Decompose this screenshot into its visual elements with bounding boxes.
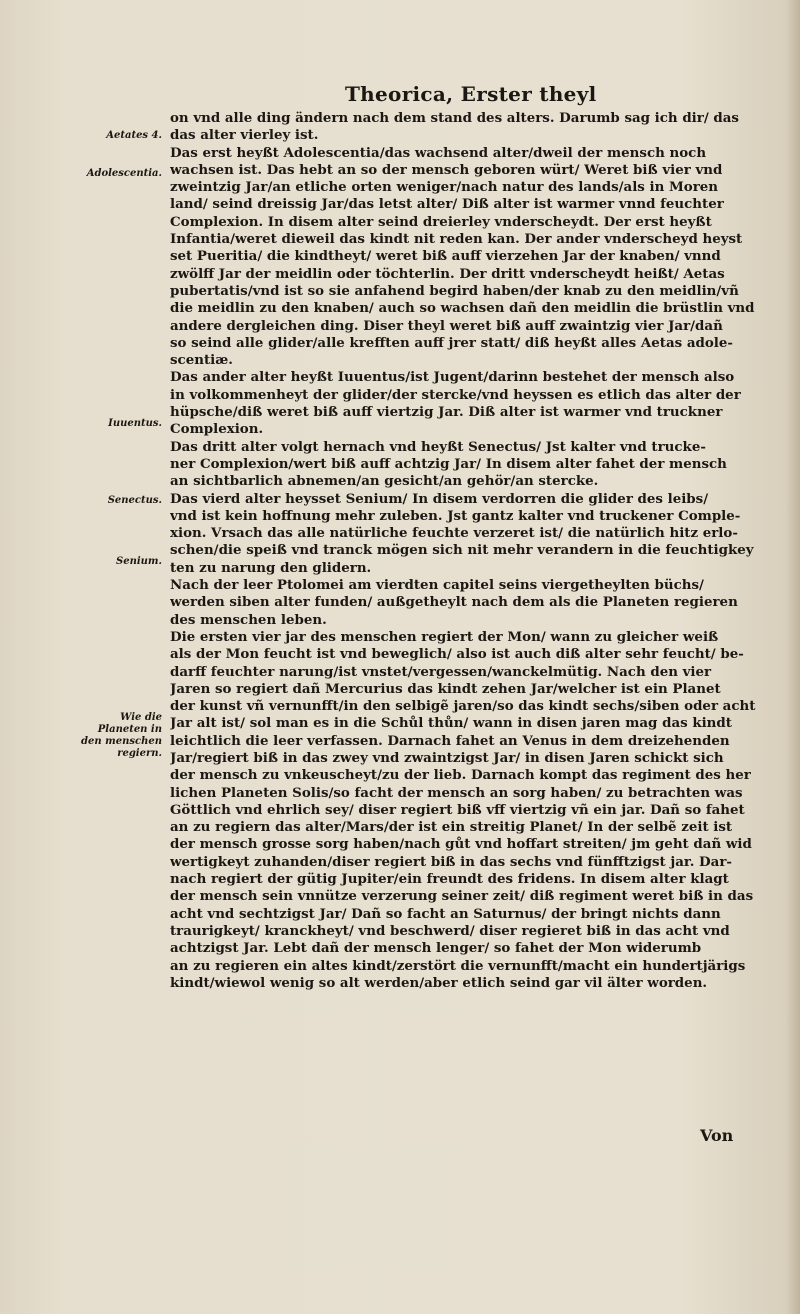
text-line: der mensch zu vnkeuscheyt/zu der lieb. Darnach kompt das regiment des her bbox=[170, 767, 751, 784]
catchword: Von bbox=[700, 1126, 734, 1145]
text-line: Das dritt alter volgt hernach vnd heyßt Senectus/ Jst kalter vnd trucke- bbox=[170, 438, 706, 455]
text-line: werden siben alter funden/ außgetheylt nach dem als die Planeten regieren bbox=[170, 594, 738, 611]
text-line: der mensch sein vnnütze verzerung seiner zeit/ diß regiment weret biß in das bbox=[170, 888, 754, 905]
text-line: Die ersten vier jar des menschen regiert der Mon/ wann zu gleicher weiß bbox=[170, 628, 719, 645]
text-line: Das vierd alter heysset Senium/ In disem verdorren die glider des leibs/ bbox=[170, 490, 709, 507]
text-line: das alter vierley ist. bbox=[170, 127, 319, 144]
text-line: achtzigst Jar. Lebt dañ der mensch lenger/ so fahet der Mon widerumb bbox=[170, 940, 702, 957]
text-line: lichen Planeten Solis/so facht der mensch an sorg haben/ zu betrachten was bbox=[170, 784, 743, 801]
text-line: zweintzig Jar/an etliche orten weniger/nach natur des lands/als in Moren bbox=[170, 179, 719, 196]
text-line: leichtlich die leer verfassen. Darnach fahet an Venus in dem dreizehenden bbox=[170, 732, 730, 749]
text-line: Complexion. In disem alter seind dreierley vnderscheydt. Der erst heyßt bbox=[170, 213, 712, 230]
body-text bbox=[170, 110, 770, 992]
text-line: set Pueritia/ die kindtheyt/ weret biß auff vierzehen Jar der knaben/ vnnd bbox=[170, 248, 721, 265]
text-line: acht vnd sechtzigst Jar/ Dañ so facht an Saturnus/ der bringt nichts dann bbox=[170, 905, 721, 922]
text-line: Complexion. bbox=[170, 421, 264, 438]
text-line: traurigkeyt/ kranckheyt/ vnd beschwerd/ diser regieret biß in das acht vnd bbox=[170, 922, 730, 939]
text-line: Jaren so regiert dañ Mercurius das kindt zehen Jar/welcher ist ein Planet bbox=[170, 680, 721, 697]
margin-note: Senium. bbox=[116, 556, 162, 567]
text-line: der mensch grosse sorg haben/nach gůt vnd hoffart streiten/ jm geht dañ wid bbox=[170, 836, 752, 853]
text-line: Jar/regiert biß in das zwey vnd zwaintzigst Jar/ in disen Jaren schickt sich bbox=[170, 749, 724, 766]
text-line: xion. Vrsach das alle natürliche feuchte verzeret ist/ die natürlich hitz erlo- bbox=[170, 525, 738, 542]
text-line: an zu regiern das alter/Mars/der ist ein streitig Planet/ In der selbẽ zeit ist bbox=[170, 819, 733, 836]
text-line: ner Complexion/wert biß auff achtzig Jar/ In disem alter fahet der mensch bbox=[170, 455, 727, 472]
text-line: des menschen leben. bbox=[170, 611, 327, 628]
text-line: wertigkeyt zuhanden/diser regiert biß in das sechs vnd fünfftzigst jar. Dar- bbox=[170, 853, 732, 870]
text-line: pubertatis/vnd ist so sie anfahend begird haben/der knab zu den meidlin/vñ bbox=[170, 282, 739, 299]
text-line: wachsen ist. Das hebt an so der mensch geboren würt/ Weret biß vier vnd bbox=[170, 161, 723, 178]
page-edge-shadow bbox=[786, 0, 800, 1314]
text-line: scentiæ. bbox=[170, 352, 233, 369]
text-line: Das ander alter heyßt Iuuentus/ist Jugent/darinn bestehet der mensch also bbox=[170, 369, 735, 386]
text-line: nach regiert der gütig Jupiter/ein freundt des fridens. In disem alter klagt bbox=[170, 871, 729, 888]
text-line: vnd ist kein hoffnung mehr zuleben. Jst gantz kalter vnd truckener Comple- bbox=[170, 507, 741, 524]
text-line: so seind alle glider/alle krefften auff jrer statt/ diß heyßt alles Aetas adole- bbox=[170, 334, 733, 351]
text-line: zwölff Jar der meidlin oder töchterlin. Der dritt vnderscheydt heißt/ Aetas bbox=[170, 265, 725, 282]
text-line: Göttlich vnd ehrlich sey/ diser regiert biß vff viertzig vñ ein jar. Dañ so fahet bbox=[170, 801, 745, 818]
text-line: Infantia/weret dieweil das kindt nit reden kan. Der ander vnderscheyd heyst bbox=[170, 231, 743, 248]
text-line: der kunst vñ vernunfft/in den selbigẽ jaren/so das kindt sechs/siben oder acht bbox=[170, 698, 756, 715]
margin-note: Aetates 4. bbox=[106, 130, 162, 141]
margin-note: Adolescentia. bbox=[86, 168, 162, 179]
text-line: hüpsche/diß weret biß auff viertzig Jar. Diß alter ist warmer vnd truckner bbox=[170, 404, 723, 421]
text-line: schen/die speiß vnd tranck mögen sich nit mehr verandern in die feuchtigkey bbox=[170, 542, 754, 559]
text-line: Das erst heyßt Adolescentia/das wachsend alter/dweil der mensch noch bbox=[170, 144, 707, 161]
text-line: andere dergleichen ding. Diser theyl weret biß auff zwaintzig vier Jar/dañ bbox=[170, 317, 723, 334]
margin-note: Wie die Planeten in den menschen regiern. bbox=[81, 712, 162, 759]
text-line: an sichtbarlich abnemen/an gesicht/an gehör/an stercke. bbox=[170, 473, 599, 490]
margin-note: Senectus. bbox=[107, 495, 162, 506]
margin-note: Iuuentus. bbox=[108, 418, 162, 429]
text-line: kindt/wiewol wenig so alt werden/aber etlich seind gar vil älter worden. bbox=[170, 974, 708, 991]
text-line: an zu regieren ein altes kindt/zerstört die vernunfft/macht ein hundertjärigs bbox=[170, 957, 746, 974]
text-line: on vnd alle ding ändern nach dem stand des alters. Darumb sag ich dir/ das bbox=[170, 110, 739, 126]
text-line: als der Mon feucht ist vnd beweglich/ also ist auch diß alter sehr feucht/ be- bbox=[170, 646, 744, 663]
text-line: Jar alt ist/ sol man es in die Schůl thůn/ wann in disen jaren mag das kindt bbox=[170, 715, 732, 732]
text-line: Nach der leer Ptolomei am vierdten capitel seins viergetheylten büchs/ bbox=[170, 577, 704, 594]
text-line: land/ seind dreissig Jar/das letst alter/ Diß alter ist warmer vnnd feuchter bbox=[170, 196, 724, 213]
text-line: ten zu narung den glidern. bbox=[170, 559, 372, 576]
running-title: Theorica, Erster theyl bbox=[345, 82, 597, 106]
text-line: darff feuchter narung/ist vnstet/vergessen/wanckelmütig. Nach den vier bbox=[170, 663, 712, 680]
text-line: in volkommenheyt der glider/der stercke/vnd heyssen es etlich das alter der bbox=[170, 386, 741, 403]
text-line: die meidlin zu den knaben/ auch so wachsen dañ den meidlin die brüstlin vnd bbox=[170, 300, 755, 317]
